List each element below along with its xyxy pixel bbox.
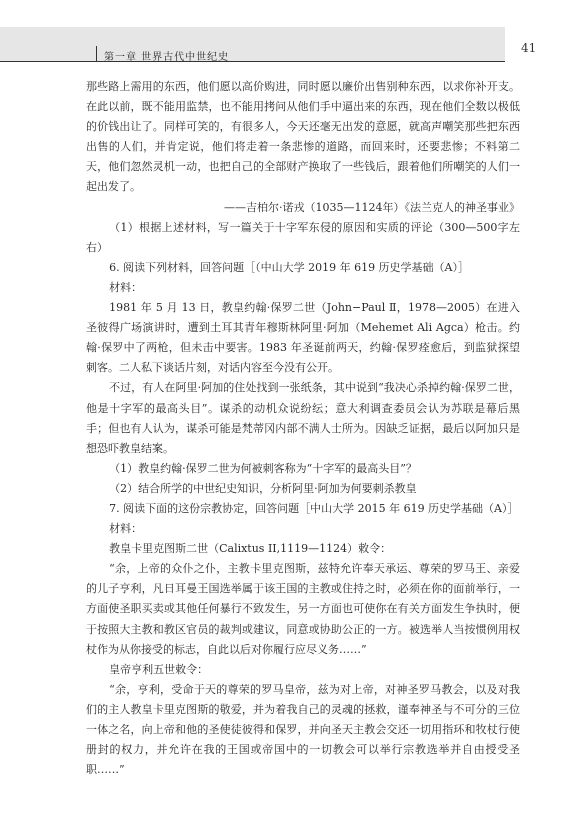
quotation: “余，上帝的众仆之仆，主教卡里克图斯，兹特允许奉天承运、尊荣的罗马王、亲爱的儿子亨利，凡日耳曼王国选举属于该王国的主教或住持之时，必须在你的面前举行，一方面使圣职买卖或其他任何暴行不致发生，另一方面也可使你在有关方面发生争执时，便于按照大主教和教区官员的裁判或建议，同意或协助公正的一方。被选举人当按惯例用权杖作为从你接受的标志，自此以后对你履行应尽义务……” xyxy=(86,562,520,656)
question-heading: 6. 阅读下列材料，回答问题［（中山大学 2019 年 619 历史学基础（A）］ xyxy=(109,260,470,274)
paragraph: 那些路上需用的东西，他们愿以高价购进，同时愿以廉价出售别种东西，以求你补开支。在此以前，既不能用监禁，也不能用拷问从他们手中逼出来的东西，现在他们全数以极低的价钱出让了。同样可笑的，有很多人，今天还毫无出发的意愿，就高声嘲笑那些把东西出售的人们，并肯定说，他们将走着一条悲惨的道路，而回来时，还要悲惨；不料第二天，他们忽然灵机一动，也把自己的全部财产换取了一些钱后，跟着他们所嘲笑的人们一起出发了。 xyxy=(86,80,520,194)
quotation: “余，亨利，受命于天的尊荣的罗马皇帝，兹为对上帝，对神圣罗马教会，以及对我们的主人教皇卡里克图斯的敬爱，并为着我自己的灵魂的拯救，谨奉神圣与不可分的三位一体之名，向上帝和他的圣使徒彼得和保罗，并向圣天主教会交还一切用指环和牧杖行使册封的权力，并允许在我的王国或帝国中的一切教会可以举行宗教选举并自由授受圣职……” xyxy=(86,682,520,777)
source-citation: ——吉柏尔·诺戎（1035—1124年）《法兰克人的神圣事业》 xyxy=(224,200,520,214)
question-heading: 7. 阅读下面的这份宗教协定，回答问题［中山大学 2015 年 619 历史学基础（A）］ xyxy=(109,501,519,515)
decree-title: 皇帝亨利五世敕令： xyxy=(109,662,209,676)
header-rule xyxy=(0,61,505,62)
question: （2）结合所学的中世纪史知识，分析阿里·阿加为何要刺杀教皇 xyxy=(109,481,417,495)
decree-title: 教皇卡里克图斯二世（Calixtus II,1119—1124）敕令： xyxy=(109,542,392,556)
header-band xyxy=(0,27,505,61)
question: （1）根据上述材料，写一篇关于十字军东侵的原因和实质的评论（300—500字左右） xyxy=(86,220,520,254)
material-label: 材料： xyxy=(109,280,143,294)
chapter-title: 第一章 世界古代中世纪史 xyxy=(104,52,230,63)
page-number: 41 xyxy=(521,41,537,55)
paragraph: 1981 年 5 月 13 日，教皇约翰·保罗二世（John−Paul Ⅱ，1978—2005）在进入圣彼得广场演讲时，遭到土耳其青年穆斯林阿里·阿加（Mehemet Ali Agca）枪击。约翰·保罗中了两枪，但未击中要害。1983 年圣诞前两天，约翰·保罗痊愈后，到监狱探望刺客。二人私下谈话片刻，对话内容至今没有公开。 xyxy=(86,301,520,375)
paragraph: 不过，有人在阿里·阿加的住处找到一张纸条，其中说到“我决心杀掉约翰·保罗二世，他是十字军的最高头目”。谋杀的动机众说纷纭；意大利调查委员会认为苏联是幕后黑手；但也有人认为，谋杀可能是梵蒂冈内部不满人士所为。因缺乏证据，最后以阿加只是想恐吓教皇结案。 xyxy=(86,381,520,455)
question: （1）教皇约翰·保罗二世为何被刺客称为“十字军的最高头目”？ xyxy=(109,461,417,475)
header-divider-tick xyxy=(96,46,97,61)
material-label: 材料： xyxy=(109,522,143,536)
page-body xyxy=(86,77,520,780)
